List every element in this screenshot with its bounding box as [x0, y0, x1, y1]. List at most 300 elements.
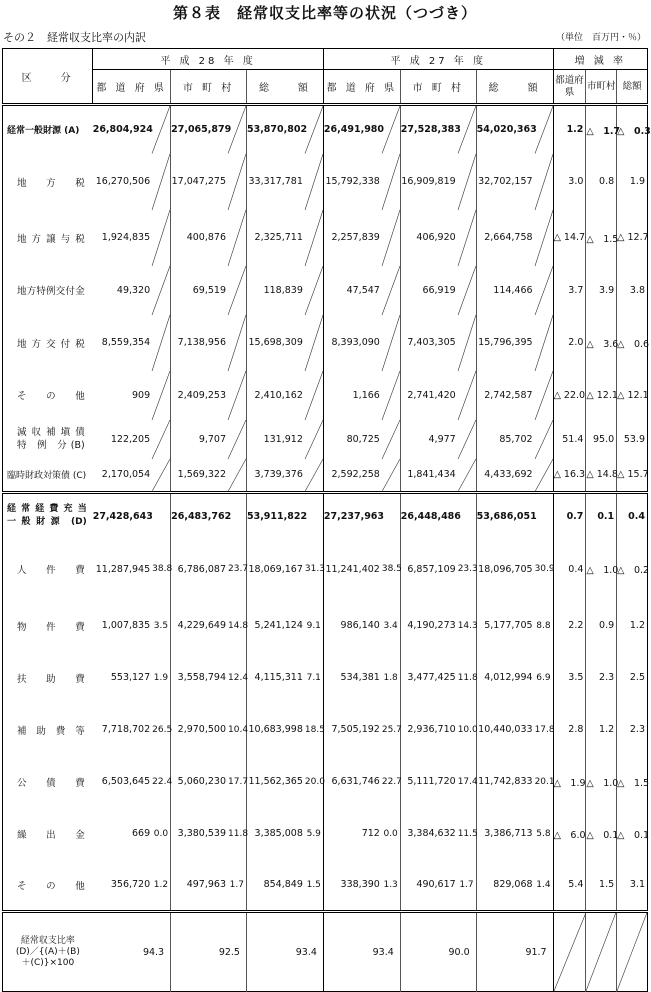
ratio-diagonal-m27 — [458, 266, 476, 315]
balance-ratio-table — [2, 48, 651, 992]
ratio-diagonal-p27 — [382, 105, 400, 154]
ratio-diagonal-t27 — [535, 371, 554, 420]
value-p28: 1,007,835 — [101, 620, 151, 631]
value-m28: 17,047,275 — [171, 154, 228, 210]
value-p27: 15,792,338 — [323, 154, 381, 210]
ratio-p28: 3.5 — [153, 620, 169, 631]
change-total: △ 0.3 — [617, 105, 648, 154]
change-total: 2.5 — [617, 652, 648, 704]
change-total: 53.9 — [617, 420, 648, 459]
ratio-p28 — [152, 493, 170, 539]
ratio-value-p28: 94.3 — [93, 912, 171, 992]
ratio-diagonal-p28 — [152, 315, 170, 371]
ratio-m27: 10.0 — [457, 724, 478, 735]
ratio-change-diagonal-total — [617, 912, 648, 992]
ratio-diagonal-p28 — [152, 459, 170, 493]
value-m27: 3,477,425 — [400, 652, 457, 704]
value-p27: 712 — [323, 808, 381, 860]
value-m27: 406,920 — [400, 210, 457, 266]
ratio-t27: 1.4 — [536, 879, 551, 890]
table-row — [3, 808, 648, 860]
ratio-p27: 22.7 — [381, 776, 402, 787]
value-m27: 3,384,632 — [400, 808, 457, 860]
col-total-27: 総 額 — [476, 70, 553, 105]
ratio-diagonal-t28 — [305, 315, 324, 371]
ratio-diagonal-t27 — [535, 459, 554, 493]
change-muni: △ 0.1 — [586, 808, 617, 860]
ratio-p28: 1.9 — [153, 672, 169, 683]
value-p28: 122,205 — [110, 433, 151, 445]
change-pref: 3.7 — [553, 266, 586, 315]
row-label: 地 方 交 付 税 — [17, 338, 85, 350]
ratio-diagonal-p27 — [382, 210, 400, 266]
change-pref: 0.4 — [553, 539, 586, 600]
ratio-diagonal-m28 — [228, 459, 246, 493]
value-m28: 7,138,956 — [171, 315, 228, 371]
value-m28: 2,409,253 — [171, 371, 228, 420]
ratio-p27: 25.7 — [381, 724, 402, 735]
header-row-2 — [3, 70, 648, 105]
ratio-diagonal-p28 — [152, 210, 170, 266]
ratio-value-t27: 91.7 — [476, 912, 553, 992]
value-m28: 2,970,500 — [171, 704, 228, 756]
change-pref: △ 16.3 — [553, 459, 586, 493]
change-muni: △ 12.1 — [586, 371, 617, 420]
value-p28: 1,924,835 — [101, 232, 151, 243]
ratio-diagonal-m27 — [458, 315, 476, 371]
ratio-section — [3, 912, 648, 992]
row-label: 物 件 費 — [17, 621, 85, 633]
section-subtitle: その２ 経常収支比率の内訳 — [3, 31, 146, 44]
value-t27: 85,702 — [476, 420, 534, 459]
change-pref: 1.2 — [553, 105, 586, 154]
value-t27: 4,012,994 — [476, 652, 534, 704]
value-t28: 5,241,124 — [246, 600, 304, 652]
value-m28: 3,558,794 — [171, 652, 228, 704]
ratio-diagonal-p27 — [382, 266, 400, 315]
value-p28: 669 — [132, 828, 151, 839]
ratio-m28: 1.7 — [229, 879, 244, 890]
value-p28: 26,804,924 — [93, 105, 152, 154]
change-total: △ 12.1 — [617, 371, 648, 420]
value-m27: 16,909,819 — [400, 154, 457, 210]
change-muni: △ 1.7 — [586, 105, 617, 154]
ratio-p27: 1.3 — [383, 879, 398, 890]
value-t27: 18,096,705 — [476, 539, 534, 600]
value-m27: 2,936,710 — [400, 704, 457, 756]
row-label: 臨時財政対策債 (C) — [7, 471, 87, 482]
ratio-t28: 20.0 — [304, 776, 325, 787]
value-p27: 534,381 — [323, 652, 381, 704]
change-muni: 2.3 — [586, 652, 617, 704]
ratio-diagonal-t28 — [305, 266, 324, 315]
table-row — [3, 266, 648, 315]
table-row — [3, 704, 648, 756]
balance-ratio-row — [3, 912, 648, 992]
value-m27: 27,528,383 — [400, 105, 457, 154]
ratio-m27: 11.8 — [457, 672, 478, 683]
unit-note: （単位 百万円・％） — [555, 33, 646, 43]
value-m27: 490,617 — [400, 860, 457, 912]
ratio-diagonal-p28 — [152, 371, 170, 420]
ratio-m28: 14.8 — [228, 620, 249, 631]
expense-section — [3, 493, 648, 912]
ratio-m28: 11.8 — [228, 828, 249, 839]
table-row — [3, 652, 648, 704]
change-muni: 1.2 — [586, 704, 617, 756]
ratio-p27: 0.0 — [383, 828, 398, 839]
ratio-value-p27: 93.4 — [323, 912, 400, 992]
ratio-t28 — [305, 493, 324, 539]
value-t28: 4,115,311 — [246, 652, 304, 704]
table-row — [3, 210, 648, 266]
value-t28: 53,911,822 — [246, 493, 304, 539]
row-label: 経 常 経 費 充 当 一 般 財 源 (D) — [3, 493, 93, 539]
change-pref: 2.0 — [553, 315, 586, 371]
change-total: 2.3 — [617, 704, 648, 756]
ratio-p28: 0.0 — [153, 828, 169, 839]
kubun-header: 区 分 — [3, 49, 93, 105]
col-pref-28: 都 道 府 県 — [93, 70, 171, 105]
value-t28: 18,069,167 — [246, 539, 304, 600]
value-p28: 7,718,702 — [101, 724, 151, 735]
ratio-diagonal-t27 — [535, 266, 554, 315]
ratio-diagonal-m28 — [228, 371, 246, 420]
change-pref: △ 14.7 — [553, 210, 586, 266]
change-total: 3.1 — [617, 860, 648, 912]
value-t27: 32,702,157 — [476, 154, 534, 210]
ratio-diagonal-m28 — [228, 105, 246, 154]
row-label: 地 方 譲 与 税 — [17, 233, 85, 245]
ratio-value-t28: 93.4 — [246, 912, 323, 992]
change-header: 増 減 率 — [553, 49, 647, 70]
value-p28: 356,720 — [110, 879, 151, 891]
value-m27: 7,403,305 — [400, 315, 457, 371]
change-muni: 0.9 — [586, 600, 617, 652]
value-p27: 8,393,090 — [323, 315, 381, 371]
value-p27: 2,592,258 — [323, 459, 381, 493]
ratio-change-diagonal-pref — [553, 912, 586, 992]
value-t28: 10,683,998 — [246, 704, 304, 756]
value-m27: 66,919 — [400, 266, 457, 315]
value-m28: 9,707 — [171, 420, 228, 459]
change-total: △ 15.7 — [617, 459, 648, 493]
value-t27: 2,742,587 — [476, 371, 534, 420]
ratio-diagonal-m27 — [458, 371, 476, 420]
ratio-label-line: (D)／{(A)＋(B) — [15, 946, 80, 957]
value-t28: 15,698,309 — [246, 315, 304, 371]
value-p28: 6,503,645 — [101, 776, 151, 787]
change-muni: △ 1.0 — [586, 756, 617, 808]
ratio-t28: 7.1 — [306, 672, 321, 683]
value-m28: 69,519 — [171, 266, 228, 315]
row-label: 繰 出 金 — [17, 829, 85, 841]
ratio-m28: 12.4 — [228, 672, 249, 683]
value-p28: 16,270,506 — [95, 176, 151, 187]
change-pref: △ 6.0 — [553, 808, 586, 860]
row-label: そ の 他 — [17, 391, 85, 402]
row-label: 地方特例交付金 — [17, 286, 85, 297]
ratio-t27: 20.1 — [534, 776, 555, 787]
value-t28: 854,849 — [246, 860, 304, 912]
value-t28: 118,839 — [246, 266, 304, 315]
ratio-t27: 17.8 — [534, 724, 555, 735]
row-label: 扶 助 費 — [17, 673, 85, 685]
table-row — [3, 105, 648, 154]
value-p27: 11,241,402 — [323, 539, 381, 600]
ratio-p28: 22.4 — [152, 776, 173, 787]
value-m27: 4,190,273 — [400, 600, 457, 652]
ratio-diagonal-m28 — [228, 266, 246, 315]
table-row — [3, 539, 648, 600]
ratio-m28: 17.7 — [228, 776, 249, 787]
value-t27: 5,177,705 — [476, 600, 534, 652]
change-muni: △ 3.6 — [586, 315, 617, 371]
change-muni: 95.0 — [586, 420, 617, 459]
value-t27: 15,796,395 — [476, 315, 534, 371]
value-m28: 4,229,649 — [171, 600, 228, 652]
ratio-diagonal-t28 — [305, 371, 324, 420]
value-p27: 338,390 — [323, 860, 381, 912]
col-muni-27: 市 町 村 — [400, 70, 476, 105]
change-pref: △ 22.0 — [553, 371, 586, 420]
value-m27: 26,448,486 — [400, 493, 457, 539]
value-p28: 8,559,354 — [101, 337, 151, 348]
value-t27: 53,686,051 — [476, 493, 534, 539]
change-total: △ 12.7 — [617, 210, 648, 266]
col-total-28: 総 額 — [246, 70, 323, 105]
value-m27: 1,841,434 — [400, 459, 457, 493]
value-m28: 1,569,322 — [171, 459, 228, 493]
value-m28: 497,963 — [171, 860, 228, 912]
ratio-diagonal-t28 — [305, 105, 324, 154]
value-p27: 1,166 — [323, 371, 381, 420]
ratio-diagonal-t27 — [535, 315, 554, 371]
value-t28: 11,562,365 — [246, 756, 304, 808]
change-pref: 0.7 — [553, 493, 586, 539]
row-label: そ の 他 — [17, 880, 85, 892]
change-muni: 3.9 — [586, 266, 617, 315]
value-t28: 33,317,781 — [246, 154, 304, 210]
value-m27: 4,977 — [400, 420, 457, 459]
ratio-diagonal-m28 — [228, 315, 246, 371]
ratio-p28: 38.8 — [152, 564, 173, 574]
change-pref: 3.0 — [553, 154, 586, 210]
ratio-t28: 5.9 — [306, 828, 321, 839]
value-t28: 53,870,802 — [246, 105, 304, 154]
ratio-p28: 26.5 — [152, 724, 173, 735]
value-t27: 3,386,713 — [476, 808, 534, 860]
col-pref-27: 都 道 府 県 — [323, 70, 400, 105]
change-muni: 0.1 — [586, 493, 617, 539]
row-label: 減 収 補 塡 債 特 例 分 (B) — [17, 427, 85, 451]
value-p28: 553,127 — [110, 672, 151, 683]
value-m28: 27,065,879 — [171, 105, 228, 154]
value-m27: 5,111,720 — [400, 756, 457, 808]
ratio-diagonal-t27 — [535, 420, 554, 459]
value-p27: 986,140 — [323, 600, 381, 652]
ratio-t27: 30.9 — [534, 564, 555, 574]
ratio-diagonal-p28 — [152, 266, 170, 315]
value-p28: 2,170,054 — [101, 469, 151, 481]
value-p27: 2,257,839 — [323, 210, 381, 266]
ratio-p27: 1.8 — [383, 672, 398, 683]
ratio-p28: 1.2 — [153, 879, 169, 890]
ratio-t28: 18.5 — [304, 724, 325, 735]
row-label: 公 債 費 — [17, 777, 85, 789]
change-pref: 2.2 — [553, 600, 586, 652]
value-t28: 131,912 — [246, 420, 304, 459]
col-muni-28: 市 町 村 — [171, 70, 247, 105]
change-total: △ 1.5 — [617, 756, 648, 808]
ratio-change-diagonal-muni — [586, 912, 617, 992]
value-m28: 5,060,230 — [171, 756, 228, 808]
table-row — [3, 154, 648, 210]
value-t28: 2,325,711 — [246, 210, 304, 266]
change-muni: △ 1.0 — [586, 539, 617, 600]
ratio-diagonal-p27 — [382, 459, 400, 493]
row-label: 経常一般財源 (A) — [3, 105, 93, 154]
ratio-diagonal-t27 — [535, 154, 554, 210]
ratio-diagonal-m27 — [458, 420, 476, 459]
value-m27: 6,857,109 — [400, 539, 457, 600]
value-t27: 829,068 — [476, 860, 534, 912]
change-pref: 3.5 — [553, 652, 586, 704]
ratio-label-line: ＋(C)}×100 — [21, 957, 75, 968]
value-p27: 27,237,963 — [323, 493, 381, 539]
value-p27: 80,725 — [323, 420, 381, 459]
value-m27: 2,741,420 — [400, 371, 457, 420]
value-m28: 3,380,539 — [171, 808, 228, 860]
value-t28: 3,385,008 — [246, 808, 304, 860]
value-t27: 2,664,758 — [476, 210, 534, 266]
change-pref: 51.4 — [553, 420, 586, 459]
value-p28: 27,428,643 — [93, 493, 152, 539]
value-p28: 909 — [132, 389, 151, 401]
value-p27: 47,547 — [323, 266, 381, 315]
ratio-m28: 23.7 — [228, 564, 249, 574]
change-total: 0.4 — [617, 493, 648, 539]
ratio-diagonal-t27 — [535, 105, 554, 154]
ratio-diagonal-m28 — [228, 154, 246, 210]
value-p27: 7,505,192 — [323, 704, 381, 756]
ratio-t27: 6.9 — [536, 672, 551, 683]
ratio-value-m28: 92.5 — [171, 912, 247, 992]
ratio-diagonal-p28 — [152, 105, 170, 154]
ratio-diagonal-t28 — [305, 459, 324, 493]
ratio-diagonal-p27 — [382, 315, 400, 371]
ratio-m27: 23.3 — [457, 564, 478, 574]
table-row — [3, 371, 648, 420]
ratio-t27: 8.8 — [536, 620, 551, 631]
ratio-p27 — [382, 493, 400, 539]
ratio-m27: 1.7 — [459, 879, 474, 890]
value-p28: 11,287,945 — [95, 563, 151, 575]
value-p28: 49,320 — [116, 284, 151, 296]
change-muni: △ 14.8 — [586, 459, 617, 493]
value-t27: 4,433,692 — [476, 459, 534, 493]
ratio-m27: 11.5 — [457, 828, 478, 839]
change-pref: 5.4 — [553, 860, 586, 912]
table-row — [3, 315, 648, 371]
change-muni: 0.8 — [586, 154, 617, 210]
row-label: 補 助 費 等 — [17, 725, 85, 737]
value-t28: 2,410,162 — [246, 371, 304, 420]
value-t27: 114,466 — [476, 266, 534, 315]
ratio-diagonal-p27 — [382, 154, 400, 210]
table-row — [3, 756, 648, 808]
ratio-p27: 3.4 — [383, 620, 398, 631]
value-t27: 11,742,833 — [476, 756, 534, 808]
table-row — [3, 493, 648, 539]
ratio-diagonal-p28 — [152, 420, 170, 459]
change-total: △ 0.2 — [617, 539, 648, 600]
ratio-row-label — [3, 912, 93, 992]
value-t28: 3,739,376 — [246, 459, 304, 493]
change-muni: 1.5 — [586, 860, 617, 912]
header-row-1 — [3, 49, 648, 70]
col-change-pref: 都道府県 — [553, 70, 586, 105]
value-t27: 10,440,033 — [476, 704, 534, 756]
row-label: 人 件 費 — [17, 565, 85, 576]
ratio-diagonal-m27 — [458, 459, 476, 493]
row-label: 地 方 税 — [17, 177, 85, 189]
table-row — [3, 420, 648, 459]
ratio-t27 — [535, 493, 554, 539]
ratio-diagonal-p27 — [382, 420, 400, 459]
ratio-label-line: 経常収支比率 — [20, 935, 75, 946]
value-m28: 400,876 — [171, 210, 228, 266]
ratio-m28: 10.4 — [228, 724, 249, 735]
ratio-diagonal-t27 — [535, 210, 554, 266]
value-m28: 6,786,087 — [171, 539, 228, 600]
table-row — [3, 860, 648, 912]
ratio-diagonal-m27 — [458, 154, 476, 210]
change-total: △ 0.1 — [617, 808, 648, 860]
change-total: 1.2 — [617, 600, 648, 652]
ratio-diagonal-t28 — [305, 210, 324, 266]
change-pref: △ 1.9 — [553, 756, 586, 808]
ratio-diagonal-p28 — [152, 154, 170, 210]
ratio-diagonal-m27 — [458, 105, 476, 154]
fy27-header: 平 成 27 年 度 — [323, 49, 553, 70]
ratio-t28: 1.5 — [306, 879, 321, 890]
change-total: 1.9 — [617, 154, 648, 210]
ratio-diagonal-p27 — [382, 371, 400, 420]
general-revenue-section — [3, 105, 651, 493]
ratio-value-m27: 90.0 — [400, 912, 476, 992]
change-pref: 2.8 — [553, 704, 586, 756]
col-change-muni: 市町村 — [586, 70, 617, 105]
ratio-diagonal-m27 — [458, 210, 476, 266]
ratio-t27: 5.8 — [536, 828, 551, 839]
change-muni: △ 1.5 — [586, 210, 617, 266]
table-row — [3, 459, 648, 493]
ratio-t28: 31.3 — [304, 564, 325, 574]
value-m28: 26,483,762 — [171, 493, 228, 539]
ratio-m27: 17.4 — [457, 776, 478, 787]
change-total: △ 0.6 — [617, 315, 648, 371]
ratio-t28: 9.1 — [306, 620, 321, 631]
ratio-p27: 38.5 — [381, 564, 402, 574]
ratio-m27: 14.3 — [457, 620, 478, 631]
table-row — [3, 600, 648, 652]
ratio-diagonal-t28 — [305, 154, 324, 210]
ratio-diagonal-m28 — [228, 210, 246, 266]
value-p27: 26,491,980 — [323, 105, 381, 154]
page-title: 第８表 経常収支比率等の状況（つづき） — [172, 4, 477, 22]
ratio-diagonal-t28 — [305, 420, 324, 459]
